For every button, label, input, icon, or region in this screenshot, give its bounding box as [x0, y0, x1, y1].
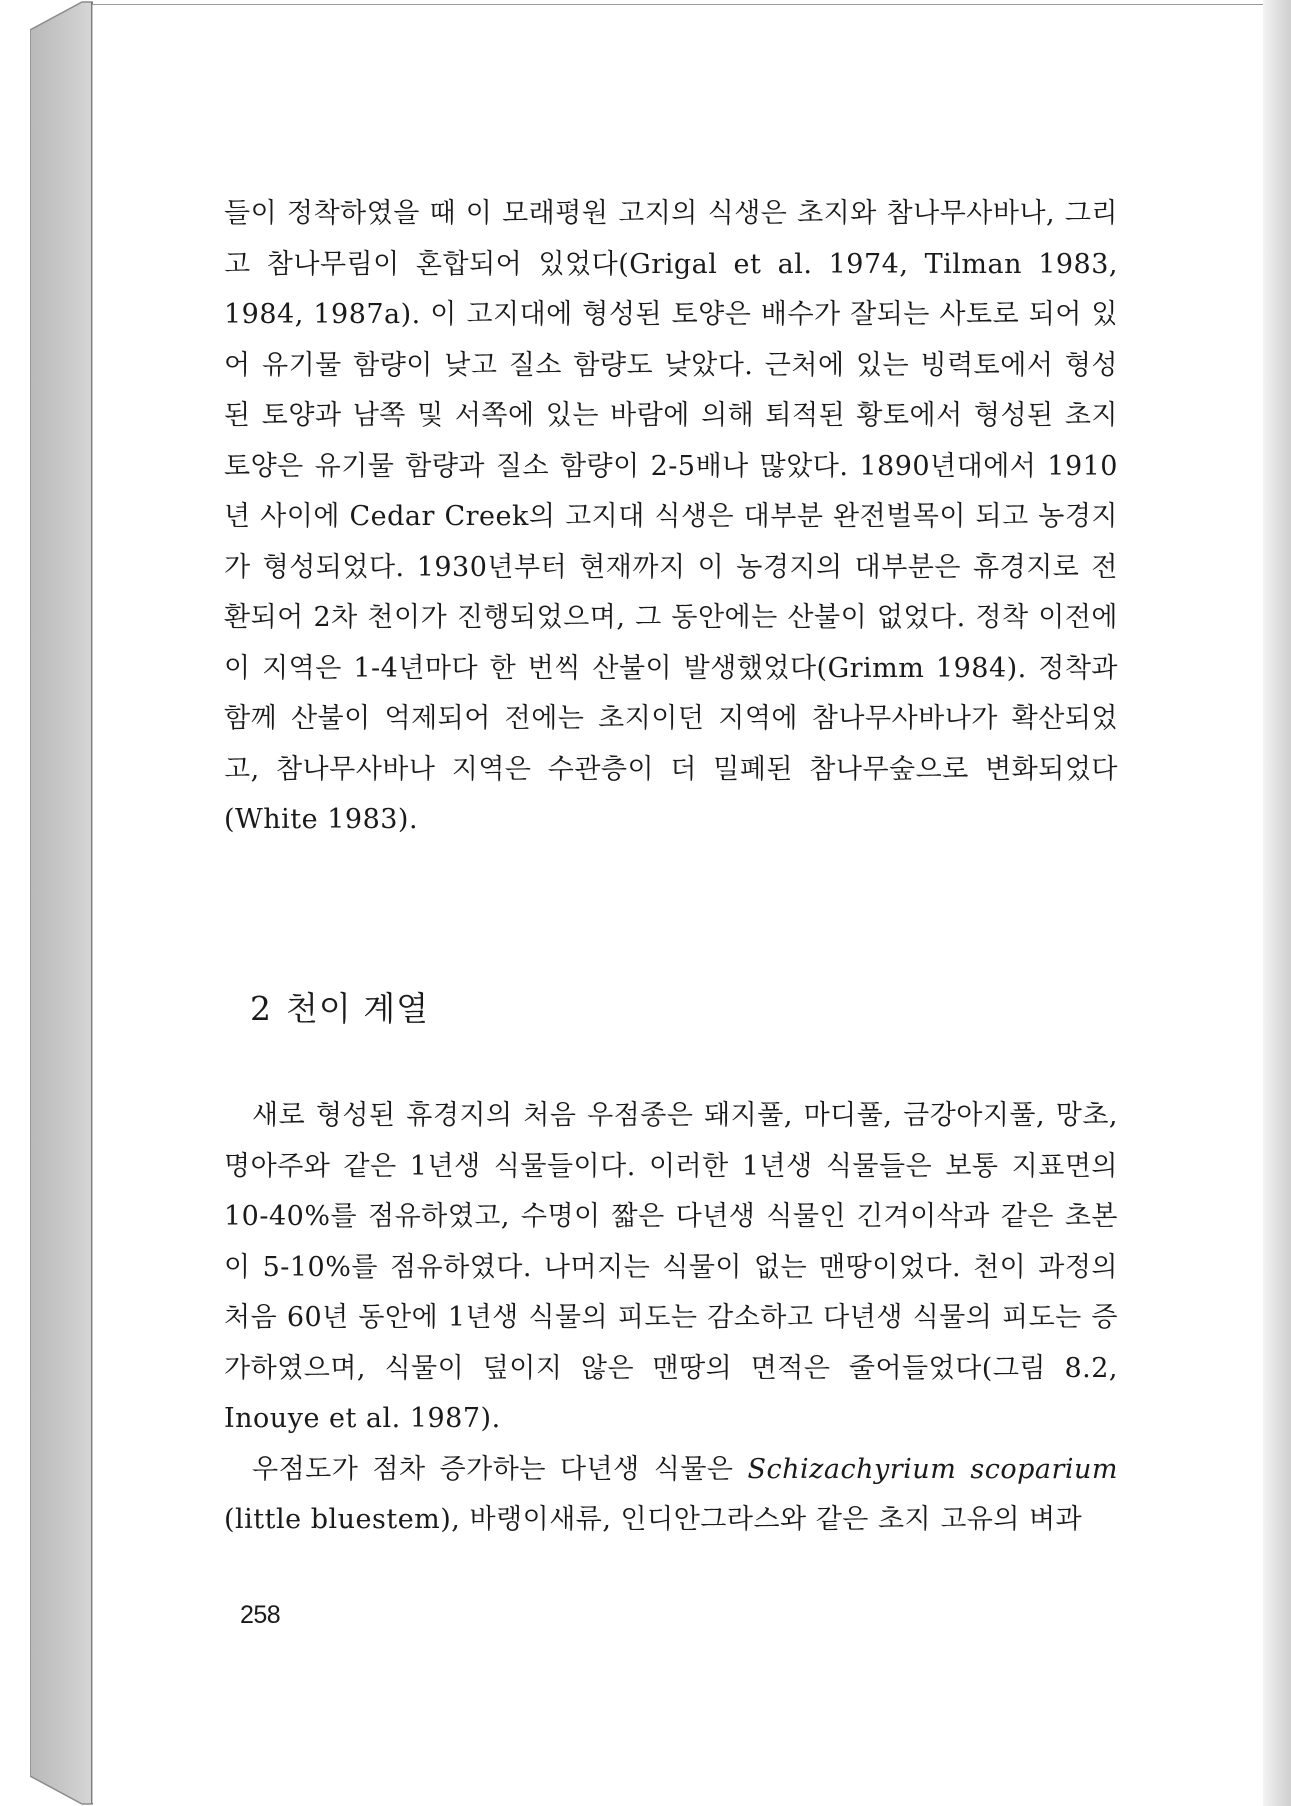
species-name: Schizachyrium scoparium — [747, 1453, 1118, 1485]
page-number: 258 — [240, 1601, 281, 1629]
page-right-edge — [1263, 0, 1291, 1806]
book-spine-graphic — [30, 0, 96, 1806]
paragraph-2: 새로 형성된 휴경지의 처음 우점종은 돼지풀, 마디풀, 금강아지풀, 망초, 명아주와 같은 1년생 식물들이다. 이러한 1년생 식물들은 보통 지표면의 10-40%를 점유하였고, 수명이 짧은 다년생 식물인 긴겨이삭과 같은 초본이 5-10%를 점유하였다. 나머지는 식물이 없는 맨땅이었다. 천이 과정의 처음 60년 동안에 1년생 식물의 피도는 감소하고 다년생 식물의 피도는 증가하였으며, 식물이 덮이지 않은 맨땅의 면적은 줄어들었다(그림 8.2, Inouye et al. 1987). — [224, 1100, 1118, 1434]
book-page — [92, 4, 1264, 1803]
paragraph-3-text-start: 우점도가 점차 증가하는 다년생 식물은 — [252, 1453, 748, 1485]
section-heading — [250, 983, 429, 1030]
section-number: 2 — [250, 989, 272, 1028]
paragraph-2-block — [224, 1091, 1118, 1546]
paragraph-1-block — [224, 189, 1118, 846]
section-title: 천이 계열 — [286, 989, 430, 1028]
paragraph-3 — [224, 1445, 1118, 1546]
paragraph-3-text-end: (little bluestem), 바랭이새류, 인디안그라스와 같은 초지 고유의 벼과 — [224, 1504, 1083, 1535]
book-spine — [30, 0, 96, 1806]
paragraph-1: 들이 정착하였을 때 이 모래평원 고지의 식생은 초지와 참나무사바나, 그리고 참나무림이 혼합되어 있었다(Grigal et al. 1974, Tilman 1983, 1984, 1987a). 이 고지대에 형성된 토양은 배수가 잘되는 사토로 되어 있어 유기물 함량이 낮고 질소 함량도 낮았다. 근처에 있는 빙력토에서 형성된 토양과 남쪽 및 서쪽에 있는 바람에 의해 퇴적된 황토에서 형성된 초지 토양은 유기물 함량과 질소 함량이 2-5배나 많았다. 1890년대에서 1910년 사이에 Cedar Creek의 고지대 식생은 대부분 완전벌목이 되고 농경지가 형성되었다. 1930년부터 현재까지 이 농경지의 대부분은 휴경지로 전환되어 2차 천이가 진행되었으며, 그 동안에는 산불이 없었다. 정착 이전에 이 지역은 1-4년마다 한 번씩 산불이 발생했었다(Grimm 1984). 정착과 함께 산불이 억제되어 전에는 초지이던 지역에 참나무사바나가 확산되었고, 참나무사바나 지역은 수관층이 더 밀폐된 참나무숲으로 변화되었다 (White 1983). — [224, 198, 1118, 835]
